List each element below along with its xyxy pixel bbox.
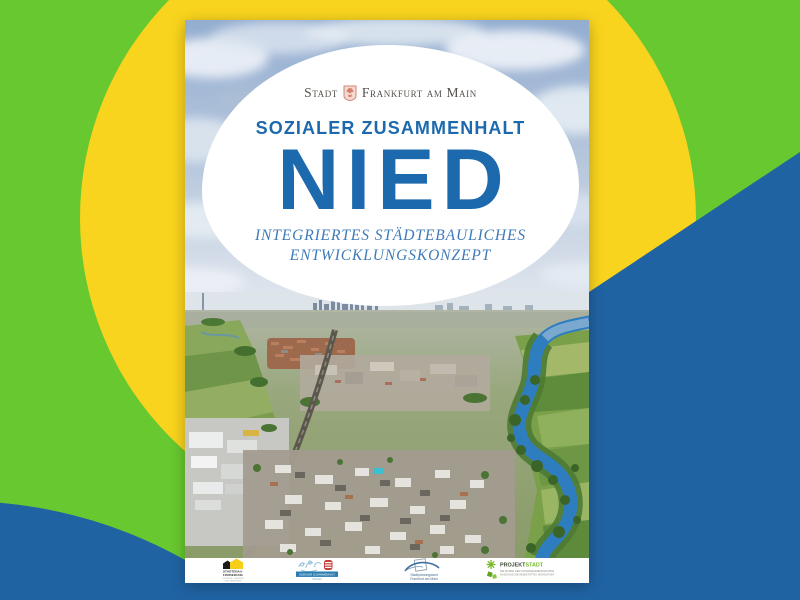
- subtitle-line-1: INTEGRIERTES STÄDTEBAULICHES: [254, 227, 527, 244]
- square-swoosh-icon: [405, 559, 439, 571]
- city-dense: [243, 450, 515, 558]
- black-yellow-houses-icon: [223, 559, 243, 570]
- subtitle-line-2: ENTWICKLUNGSKONZEPT: [289, 247, 492, 264]
- hessen-program-logo: [293, 558, 345, 583]
- publisher-word-frankfurt: Frankfurt am Main: [361, 85, 477, 100]
- hessen-subline: HESSEN: [312, 578, 322, 581]
- district-title: NIED: [277, 132, 511, 228]
- staedtebaufoerderung-logo: [211, 558, 255, 583]
- projektstadt-line-2: NASSAUISCHE HEIMSTÄTTE | WOHNSTADT: [500, 573, 555, 577]
- projektstadt-logo: [485, 558, 585, 583]
- pool: [373, 468, 383, 474]
- projektstadt-brand-left: PROJEKT: [500, 562, 526, 569]
- report-subtitle: [255, 226, 526, 266]
- hessen-lion-icon: [324, 560, 333, 570]
- projektstadt-brand-right: STADT: [525, 562, 544, 569]
- green-star-cubes-icon: [487, 560, 497, 579]
- stadt-frankfurt-logo: [304, 85, 477, 101]
- partner-logo-strip: [185, 558, 589, 583]
- hessen-figures-icon: [299, 561, 321, 572]
- publisher-word-stadt: Stadt: [304, 85, 338, 100]
- foerderung-line-2: FÖRDERUNG: [223, 573, 243, 577]
- hessen-banner-text: SOZIALER ZUSAMMENHALT: [298, 573, 336, 577]
- frankfurt-eagle-crest-icon: [343, 85, 357, 101]
- stadtplanungsamt-line-2: Frankfurt am Main: [410, 576, 438, 581]
- landscape: [185, 310, 589, 558]
- foerderung-line-1: STÄDTEBAU-: [222, 569, 244, 574]
- projektstadt-line-1: DIE MARKE DER UNTERNEHMENSGRUPPE: [500, 569, 555, 573]
- program-kicker: SOZIALER ZUSAMMENHALT: [255, 118, 526, 138]
- brochure-cover: [185, 20, 589, 583]
- stadtplanungsamt-line-1: Stadtplanungsamt: [410, 572, 438, 577]
- stadtplanungsamt-logo: [393, 558, 455, 583]
- foerderung-line-3: VON BUND, LÄNDERN: [222, 578, 244, 580]
- foerderung-line-4: UND GEMEINDEN: [224, 580, 242, 583]
- svg-text:PROJEKTSTADT: [500, 563, 544, 569]
